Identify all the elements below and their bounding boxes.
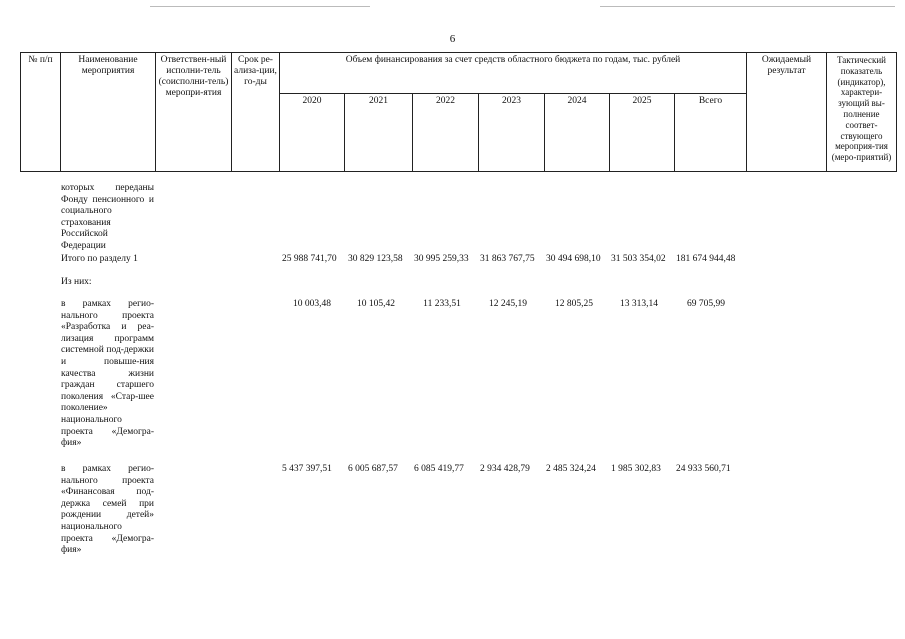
total-label: Итого по разделу 1 <box>61 254 138 264</box>
header-col-indicator: Тактический показатель (индикатор), характери-зующий вы-полнение соответ-ствующего мероприя-тия (меро-приятий) <box>827 53 897 172</box>
scan-edge-line-left <box>150 6 370 7</box>
continuation-text: которых переданы Фонду пенсионного и социального страхования Российской Федерации <box>61 183 154 251</box>
header-col-result: Ожидаемый результат <box>747 53 827 172</box>
total-value-sum: 181 674 944,48 <box>676 254 736 264</box>
project2-values-row <box>280 464 745 478</box>
header-col-term: Срок ре-ализа-ции, го-ды <box>232 53 280 172</box>
project1-value-sum: 69 705,99 <box>687 299 725 309</box>
total-value-2024: 30 494 698,10 <box>546 254 601 264</box>
total-value-2021: 30 829 123,58 <box>348 254 403 264</box>
project2-value-2025: 1 985 302,83 <box>611 464 661 474</box>
header-year-total: Всего <box>675 94 747 172</box>
header-year-2025: 2025 <box>610 94 675 172</box>
header-year-2021: 2021 <box>345 94 413 172</box>
project1-value-2023: 12 245,19 <box>489 299 527 309</box>
project1-value-2021: 10 105,42 <box>357 299 395 309</box>
header-col-responsible: Ответствен-ный исполни-тель (соисполни-тель) меропри-ятия <box>156 53 232 172</box>
project2-name: в рамках регио-нального проекта «Финансовая под-держка семей при рождении детей» национального проекта «Демогра-фия» <box>61 464 154 556</box>
project2-value-2022: 6 085 419,77 <box>414 464 464 474</box>
total-values-row <box>280 254 745 268</box>
table-header <box>20 52 897 172</box>
project2-value-sum: 24 933 560,71 <box>676 464 731 474</box>
total-value-2022: 30 995 259,33 <box>414 254 469 264</box>
of-which-label: Из них: <box>61 277 92 287</box>
header-year-2023: 2023 <box>479 94 545 172</box>
project2-value-2020: 5 437 397,51 <box>282 464 332 474</box>
project2-value-2023: 2 934 428,79 <box>480 464 530 474</box>
total-value-2025: 31 503 354,02 <box>611 254 666 264</box>
project1-name: в рамках регио-нального проекта «Разработка и реа-лизация программ системной под-держки и повыше-ния качества жизни граждан старшего поколения «Стар-шее поколение» национального проекта «Демогра-фия» <box>61 299 154 449</box>
header-col-name: Наименование мероприятия <box>61 53 156 172</box>
total-value-2023: 31 863 767,75 <box>480 254 535 264</box>
header-year-2024: 2024 <box>545 94 610 172</box>
project1-value-2024: 12 805,25 <box>555 299 593 309</box>
page-number: 6 <box>449 33 456 45</box>
project2-value-2024: 2 485 324,24 <box>546 464 596 474</box>
total-value-2020: 25 988 741,70 <box>282 254 337 264</box>
header-year-2020: 2020 <box>280 94 345 172</box>
header-col-number: № п/п <box>21 53 61 172</box>
project1-values-row <box>280 299 745 313</box>
project1-value-2025: 13 313,14 <box>620 299 658 309</box>
scan-edge-line-right <box>600 6 895 7</box>
project1-value-2022: 11 233,51 <box>423 299 461 309</box>
header-year-2022: 2022 <box>413 94 479 172</box>
project1-value-2020: 10 003,48 <box>293 299 331 309</box>
header-col-funding: Объем финансирования за счет средств областного бюджета по годам, тыс. рублей <box>280 53 747 94</box>
project2-value-2021: 6 005 687,57 <box>348 464 398 474</box>
